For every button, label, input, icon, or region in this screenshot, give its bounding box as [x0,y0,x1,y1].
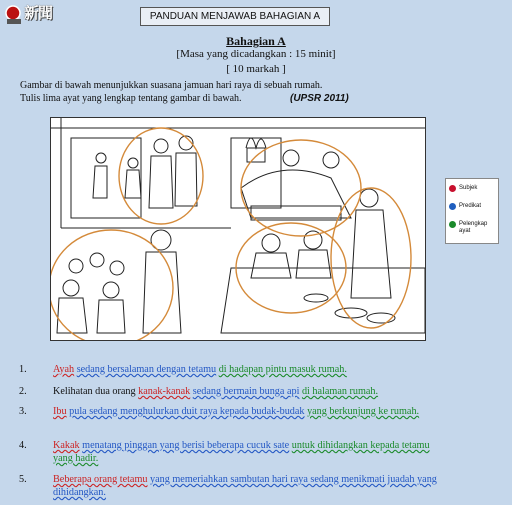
instruction-line-2: Tulis lima ayat yang lengkap tentang gambar di bawah. [20,93,242,104]
answer-number: 5. [19,474,27,485]
answer-number: 3. [19,406,27,417]
scene-illustration [50,117,426,341]
legend-label: Pelengkap ayat [459,221,488,234]
legend-item-predikat [449,203,481,210]
answer-segment: Ibu [53,406,67,417]
answer-text [53,473,443,499]
answer-number: 4. [19,440,27,451]
section-heading: Bahagian A [226,34,286,48]
answer-segment: Ayah [53,364,75,375]
legend [445,178,499,244]
logo-text: 新聞 [24,5,53,22]
answer-segment: menatang pinggan yang berisi beberapa cucuk sate [82,440,290,451]
answer-segment: di hadapan pintu masuk rumah. [218,364,347,375]
answer-segment: untuk dihidangkan kepada tetamu yang hadir. [53,440,430,464]
red-dot-icon [449,185,456,192]
answer-segment: yang memeriahkan sambutan hari raya sedang menikmati juadah yang dihidangkan. [53,474,437,498]
legend-label: Subjek [459,185,478,191]
logo-icon [4,4,26,26]
section-duration: [Masa yang dicadangkan : 15 minit] [176,48,336,60]
answer-segment: Kelihatan dua orang [53,386,139,397]
hari-raya-scene-drawing [51,118,425,340]
answer-segment: pula sedang menghulurkan duit raya kepada budak-budak [69,406,305,417]
answer-segment: sedang bermain bunga api [192,386,300,397]
answer-text [53,405,443,418]
green-dot-icon [449,221,456,228]
answer-segment: Beberapa orang tetamu [53,474,148,485]
answer-number: 2. [19,386,27,397]
answer-segment: yang berkunjung ke rumah. [307,406,420,417]
legend-item-pelengkap [449,221,495,235]
answer-segment: di halaman rumah. [301,386,379,397]
instruction-line-1: Gambar di bawah menunjukkan suasana jamuan hari raya di sebuah rumah. [20,80,323,91]
exam-source: (UPSR 2011) [290,93,349,104]
answer-segment: Kakak [53,440,80,451]
answer-text [53,363,443,376]
section-marks: [ 10 markah ] [226,63,286,75]
answer-segment: kanak-kanak [138,386,191,397]
answer-text [53,439,443,465]
legend-label: Predikat [459,203,482,209]
answer-segment: sedang bersalaman dengan tetamu [76,364,217,375]
answer-number: 1. [19,364,27,375]
blue-dot-icon [449,203,456,210]
answer-text [53,385,443,398]
page-title: PANDUAN MENJAWAB BAHAGIAN A [140,7,330,26]
legend-item-subjek [449,185,477,192]
